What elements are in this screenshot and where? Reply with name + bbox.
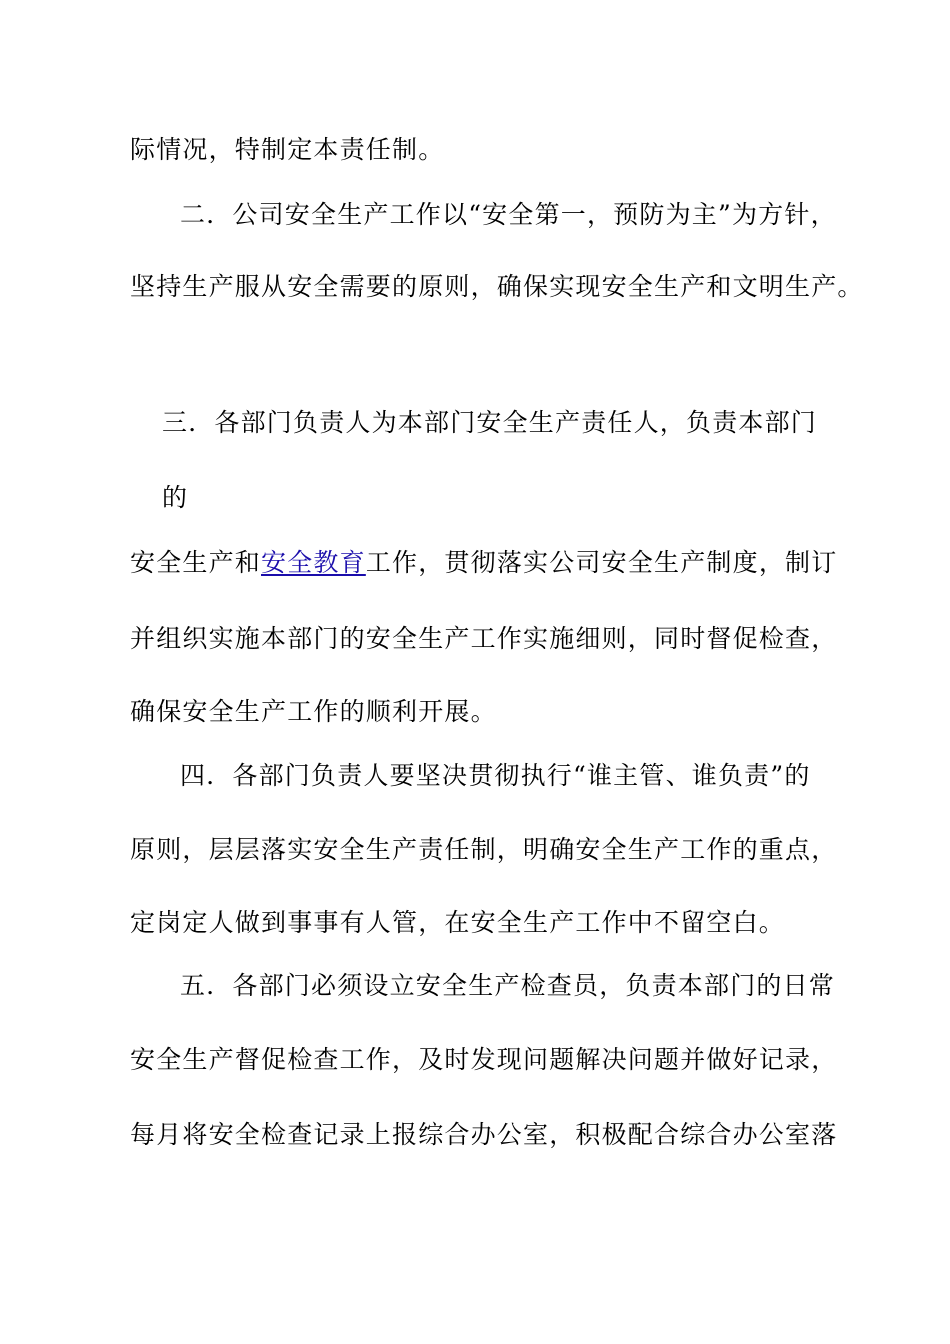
- item-3-line-4: 并组织实施本部门的安全生产工作实施细则，同时督促检查，: [130, 624, 838, 653]
- safety-education-link[interactable]: 安全教育: [261, 548, 366, 577]
- item-2-line-2: 坚持生产服从安全需要的原则，确保实现安全生产和文明生产。: [130, 272, 864, 301]
- item-3-line-2: 的: [162, 483, 189, 512]
- item-3-line-3: [130, 548, 837, 578]
- paragraph-line: 际情况，特制定本责任制。: [130, 135, 445, 164]
- item-4-line-2: 原则，层层落实安全生产责任制，明确安全生产工作的重点，: [130, 835, 838, 864]
- item-3-line-5: 确保安全生产工作的顺利开展。: [130, 697, 497, 726]
- item-5-line-1: 五．各部门必须设立安全生产检查员，负责本部门的日常: [180, 971, 836, 1000]
- item-5-line-3: 每月将安全检查记录上报综合办公室，积极配合综合办公室落: [130, 1120, 838, 1149]
- item-3-line-1: 三．各部门负责人为本部门安全生产责任人，负责本部门: [162, 408, 818, 437]
- item-3-line-3-suffix: 工作，贯彻落实公司安全生产制度，制订: [365, 548, 838, 577]
- item-4-line-1: 四．各部门负责人要坚决贯彻执行“谁主管、谁负责”的: [180, 761, 811, 790]
- item-2-line-1: 二．公司安全生产工作以“安全第一，预防为主”为方针，: [180, 200, 837, 229]
- item-3-line-3-prefix: 安全生产和: [130, 548, 262, 577]
- item-4-line-3: 定岗定人做到事事有人管，在安全生产工作中不留空白。: [130, 908, 786, 937]
- item-5-line-2: 安全生产督促检查工作，及时发现问题解决问题并做好记录，: [130, 1045, 838, 1074]
